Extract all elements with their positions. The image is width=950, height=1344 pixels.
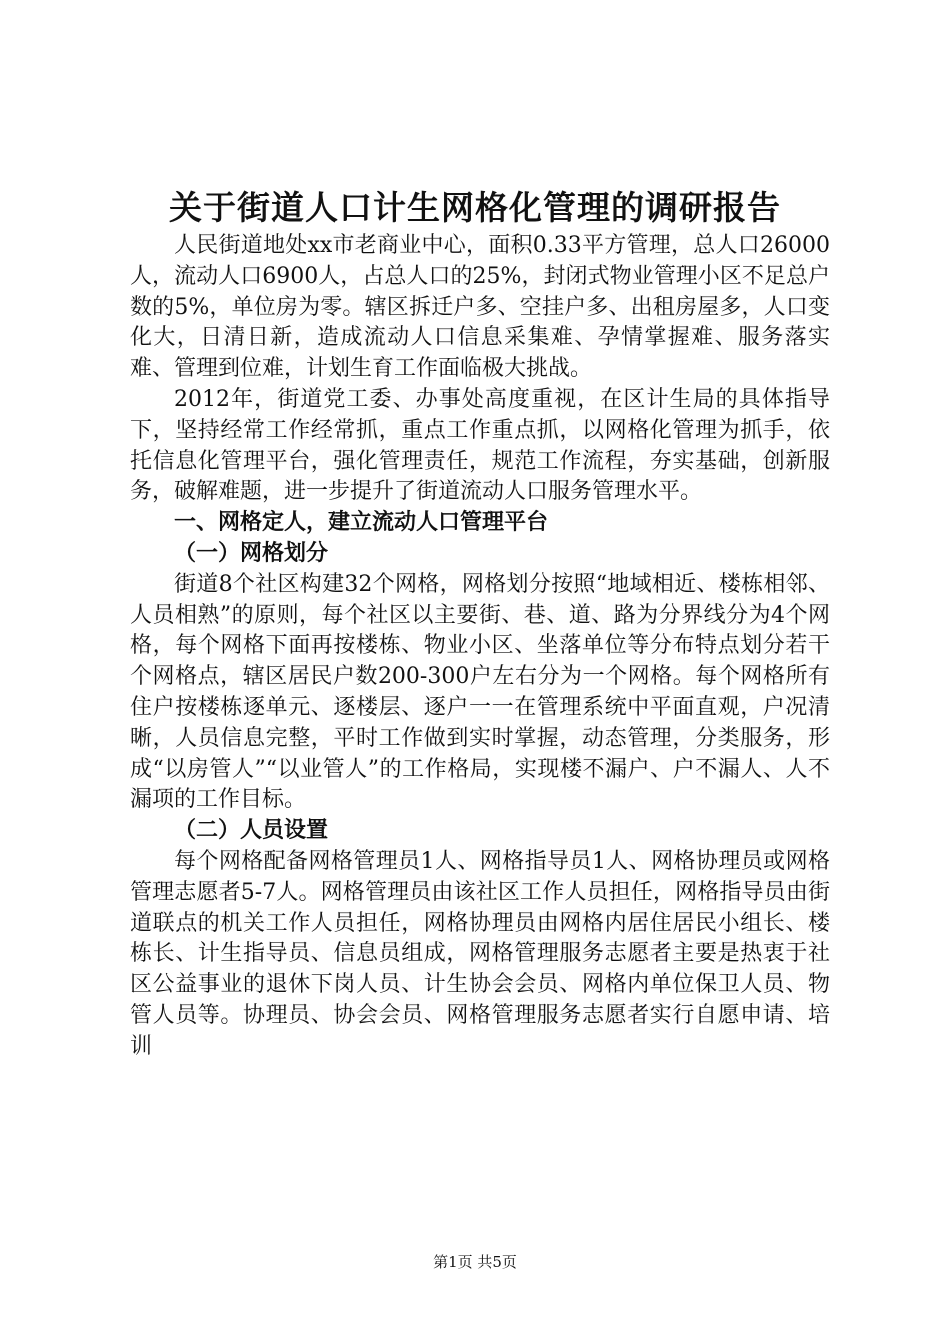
paragraph-staffing: 每个网格配备网格管理员1人、网格指导员1人、网格协理员或网格管理志愿者5-7人。网格管理员由该社区工作人员担任，网格指导员由街道联点的机关工作人员担任，网格协理员由网格内居住居民小组长、楼栋长、计生指导员、信息员组成，网格管理服务志愿者主要是热衷于社区公益事业的退休下岗人员、计生协会会员、网格内单位保卫人员、物管人员等。协理员、协会会员、网格管理服务志愿者实行自愿申请、培训 — [130, 848, 830, 1059]
subsection-heading-staffing: （二）人员设置 — [174, 818, 329, 844]
section-heading-1: 一、网格定人，建立流动人口管理平台 — [174, 510, 549, 536]
document-title: 关于街道人口计生网格化管理的调研报告 — [169, 188, 781, 227]
subsection-heading-grid-division: （一）网格划分 — [174, 540, 329, 566]
document-body — [130, 231, 830, 1063]
paragraph-grid-division: 街道8个社区构建32个网格，网格划分按照“地域相近、楼栋相邻、人员相熟”的原则，每个社区以主要街、巷、道、路为分界线分为4个网格，每个网格下面再按楼栋、物业小区、坐落单位等分布特点划分若干个网格点，辖区居民户数200-300户左右分为一个网格。每个网格所有住户按楼栋逐单元、逐楼层、逐户一一在管理系统中平面直观，户况清晰，人员信息完整，平时工作做到实时掌握，动态管理，分类服务，形成“以房管人”“以业管人”的工作格局，实现楼不漏户、户不漏人、人不漏项的工作目标。 — [130, 571, 830, 813]
paragraph-2012: 2012年，街道党工委、办事处高度重视，在区计生局的具体指导下，坚持经常工作经常抓，重点工作重点抓，以网格化管理为抓手，依托信息化管理平台，强化管理责任，规范工作流程，夯实基础，创新服务，破解难题，进一步提升了街道流动人口服务管理水平。 — [130, 386, 830, 505]
page-footer: 第1页 共5页 — [433, 1253, 517, 1271]
paragraph-overview: 人民街道地处xx市老商业中心，面积0.33平方管理，总人口26000人，流动人口6900人，占总人口的25%，封闭式物业管理小区不足总户数的5%，单位房为零。辖区拆迁户多、空挂户多、出租房屋多，人口变化大，日清日新，造成流动人口信息采集难、孕情掌握难、服务落实难、管理到位难，计划生育工作面临极大挑战。 — [130, 233, 830, 382]
